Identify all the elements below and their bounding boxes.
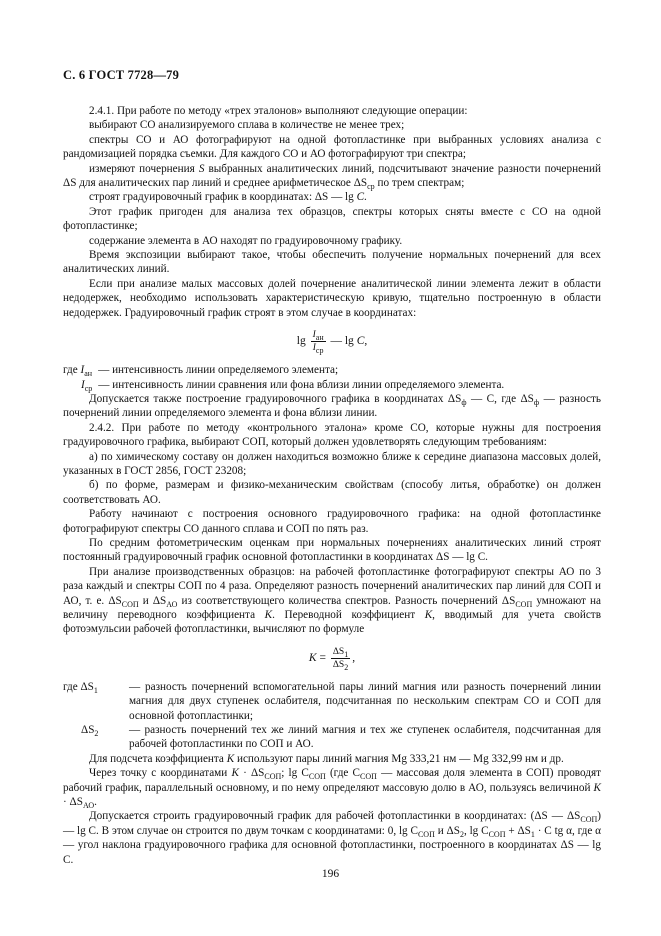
paragraph: 2.4.2. При работе по методу «контрольного эталона» кроме СО, которые нужны для построения градуировочного графика, выбирают СОП, который должен удовлетворять следующим требованиям: [63,421,601,449]
paragraph: Допускается также построение градуировочного графика в координатах $\Delta S_ф$ — C, где $\Delta S_ф$ — разность почернений линии определяемого элемента и фона вблизи линии. [63,392,602,420]
formula-k: K = $\frac{\Delta S_1}{\Delta S_2}$ , [308,646,356,672]
page-header: С. 6 ГОСТ 7728—79 [63,68,180,82]
paragraph: Работу начинают с построения основного градуировочного графика: на одной фотопластинке фотографируют спектры СО данного сплава и СОП по пять раз. [63,508,601,535]
definition-item: $\Delta S_2$ — разность почернений тех же линий магния и тех же ступенек ослабителя, подсчитанная для рабочей фотопластинки по СОП и АО. [81,724,601,751]
page-number: 196 [321,868,340,880]
paragraph: выбирают СО анализируемого сплава в количестве не менее трех; [89,119,405,132]
paragraph: Время экспозиции выбирают такое, чтобы обеспечить получение нормальных почернений для всех аналитических линий. [63,249,601,276]
paragraph: строят градуировочный график в координатах: ΔS — lg C. [89,191,367,204]
definition-item: где $\Delta S_1$ — разность почернений вспомогательной пары линий магния или разность почернений линии магния для двух ступенек ослабителя, подсчитанная по нескольким спектрам СО и СОП для основной фотопластинки; [63,680,601,722]
definition-item: $I_{ср}$ — интенсивность линии сравнения или фона вблизи линии определяемого элемента. [81,378,505,393]
paragraph: Если при анализе малых массовых долей почернение аналитической линии элемента лежит в области недодержек, необходимо использовать характеристическую кривую, тщательно построенную в области недодержек. Градуировочный график строят в этом случае в координатах: [63,277,601,319]
paragraph: б) по форме, размерам и физико-механическим свойствам (способу литья, обработке) он должен соответствовать АО. [63,479,601,506]
formula-lg-ratio: lg $\frac{I_{ан}}{I_{ср}}$ — lg C, [296,330,368,355]
paragraph: 2.4.1. При работе по методу «трех эталонов» выполняют следующие операции: [89,105,468,117]
fraction: $\frac{\Delta S_1}{\Delta S_2}$ [332,646,349,672]
paragraph: Через точку с координатами $K \cdot \Delta S_{СОП}$; $\lg C_{СОП}$ (где $C_{СОП}$ — массовая доля элемента в СОП) проводят рабочий график, параллельный основному, и по нему определяют массовую долю в АО, пользуясь величиной $K \cdot \Delta S_{АО}$. [63,767,602,811]
fraction: $\frac{I_{ан}}{I_{ср}}$ [312,330,324,355]
paragraph: По средним фотометрическим оценкам при нормальных почернениях аналитических линий строят постоянный градуировочный график основной фотопластинки в координатах ΔS — lg C. [63,536,601,564]
paragraph: Этот график пригоден для анализа тех образцов, спектры которых сняты вместе с СО на одной фотопластинке; [63,205,601,233]
paragraph: а) по химическому составу он должен находиться возможно ближе к середине диапазона массовых долей, указанных в ГОСТ 2856, ГОСТ 23208; [63,450,601,477]
paragraph: Допускается строить градуировочный график для рабочей фотопластинки в координатах: (ΔS — $\Delta S_{СОП}$) — lg C. В этом случае он строится по двум точкам с координатами: 0, $\lg C_{СОП}$ и $\Delta S_2$, $\lg C_{СОП} + \Delta S_1 \cdot C$ tg α, где α — угол наклона градуировочного графика для основной фотопластинки, построенного в координатах ΔS — lg C. [63,810,601,866]
paragraph: Для подсчета коэффициента K используют пары линий магния Mg 333,21 нм — Mg 332,99 нм и др. [89,752,564,765]
paragraph: При анализе производственных образцов: на рабочей фотопластинке фотографируют спектры АО по 3 раза каждый и спектры СОП по 4 раза. Определяют разность почернений аналитических пар линий для СОП и АО, т. е. $\Delta S_{СОП}$ и $\Delta S_{АО}$ из соответствующего количества спектров. Разность почернений $\Delta S_{СОП}$ умножают на величину переводного коэффициента K. Переводной коэффициент K, вводимый для учета свойств фотоэмульсии рабочей фотопластинки, вычисляют по формуле [63,565,602,636]
paragraph: содержание элемента в АО находят по градуировочному графику. [89,234,403,247]
paragraph: спектры СО и АО фотографируют на одной фотопластинке при выбранных условиях анализа с рандомизацией порядка съемки. Для каждого СО и АО фотографируют три спектра; [63,133,601,161]
paragraph: измеряют почернения S выбранных аналитических линий, подсчитывают значение разности почернений ΔS для аналитических пар линий и среднее арифметическое $\Delta S_{ср}$ по трем спектрам; [63,162,602,192]
definition-item: где $I_{ан}$ — интенсивность линии определяемого элемента; [63,364,339,379]
document-body [63,104,601,867]
